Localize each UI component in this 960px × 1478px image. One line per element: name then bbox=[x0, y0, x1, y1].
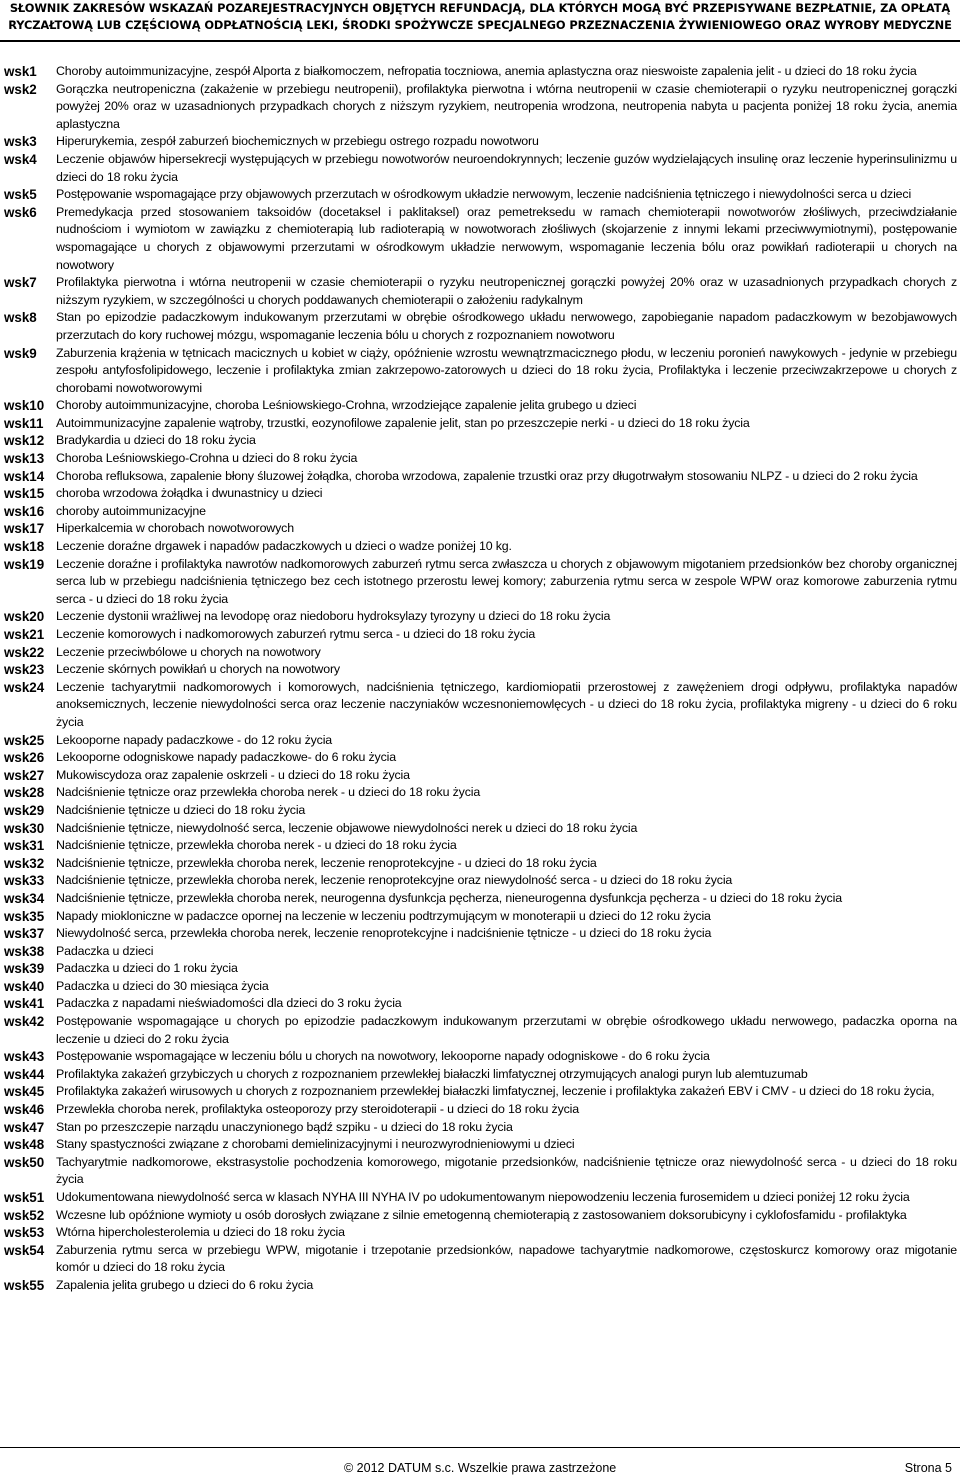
indication-code: wsk52 bbox=[4, 1207, 45, 1223]
indication-row bbox=[0, 204, 957, 274]
indication-row bbox=[0, 732, 957, 750]
indication-code: wsk47 bbox=[4, 1119, 45, 1135]
indication-description: Postępowanie wspomagające u chorych po epizodzie padaczkowym indukowanym przerzutami w obrębie ośrodkowego układu nerwowego, padaczka oporna na leczenie u dzieci do 2 roku życia bbox=[56, 1014, 957, 1046]
indication-description: Bradykardia u dzieci do 18 roku życia bbox=[56, 433, 256, 448]
indication-row bbox=[0, 943, 957, 961]
header-title-line-1: SŁOWNIK ZAKRESÓW WSKAZAŃ POZAREJESTRACYJNYCH OBJĘTYCH REFUNDACJĄ, DLA KTÓRYCH MOGĄ BYĆ PRZEPISYWANE BEZPŁATNIE, ZA OPŁATĄ bbox=[9, 1, 951, 15]
indication-code: wsk10 bbox=[4, 398, 45, 414]
indication-row bbox=[0, 925, 957, 943]
indication-description: Tachyarytmie nadkomorowe, ekstrasystolie pochodzenia komorowego, migotanie przedsionków, nadciśnienie tętnicze oraz niewydolność serca - u dzieci do 18 roku życia bbox=[56, 1154, 957, 1187]
document-footer bbox=[0, 1447, 960, 1478]
indication-code: wsk6 bbox=[4, 204, 37, 220]
indication-description: Mukowiscydoza oraz zapalenie oskrzeli - u dzieci do 18 roku życia bbox=[56, 767, 410, 782]
indication-row bbox=[0, 890, 957, 908]
indication-row bbox=[0, 450, 957, 468]
indication-row bbox=[0, 397, 957, 415]
indication-code: wsk41 bbox=[4, 996, 45, 1012]
indication-description: Nadciśnienie tętnicze, przewlekła choroba nerek, leczenie renoprotekcyjne oraz niewydolność serca - u dzieci do 18 roku życia bbox=[56, 873, 733, 888]
indication-description: Nadciśnienie tętnicze, niewydolność serca, leczenie objawowe niewydolności nerek u dzieci do 18 roku życia bbox=[56, 820, 638, 835]
footer-copyright: © 2012 DATUM s.c. Wszelkie prawa zastrzeżone bbox=[344, 1461, 617, 1475]
indication-code: wsk14 bbox=[4, 468, 45, 484]
indication-code: wsk13 bbox=[4, 451, 45, 467]
indication-row bbox=[0, 485, 957, 503]
indication-description: Hiperkalcemia w chorobach nowotworowych bbox=[56, 521, 294, 536]
indication-description: Postępowanie wspomagające przy objawowych przerzutach w ośrodkowym układzie nerwowym, leczenie nadciśnienia tętniczego i niewydolności serca u dzieci bbox=[56, 187, 912, 202]
indication-description: choroby autoimmunizacyjne bbox=[56, 503, 206, 518]
indication-code: wsk43 bbox=[4, 1049, 45, 1065]
indication-row bbox=[0, 151, 957, 186]
indication-code: wsk35 bbox=[4, 908, 45, 924]
indication-code: wsk15 bbox=[4, 486, 45, 502]
indication-row bbox=[0, 626, 957, 644]
indication-row bbox=[0, 63, 957, 81]
indication-row bbox=[0, 872, 957, 890]
footer-page-number: Strona 5 bbox=[904, 1461, 952, 1475]
indication-code: wsk5 bbox=[4, 187, 37, 203]
indication-description: Lekooporne napady padaczkowe - do 12 roku życia bbox=[56, 732, 333, 747]
indication-description: Stan po przeszczepie narządu unaczynionego bądź szpiku - u dzieci do 18 roku życia bbox=[56, 1119, 513, 1134]
indication-row bbox=[0, 679, 957, 732]
indication-description: Nadciśnienie tętnicze, przewlekła choroba nerek - u dzieci do 18 roku życia bbox=[56, 838, 457, 853]
indication-code: wsk26 bbox=[4, 750, 45, 766]
indication-row bbox=[0, 784, 957, 802]
indication-description: Wtórna hipercholesterolemia u dzieci do 18 roku życia bbox=[56, 1225, 345, 1240]
indication-code: wsk37 bbox=[4, 926, 45, 942]
indication-description: Padaczka u dzieci bbox=[56, 943, 154, 958]
indication-row bbox=[0, 1277, 957, 1295]
indication-code: wsk25 bbox=[4, 732, 45, 748]
indication-description: Leczenie dystonii wrażliwej na levodopę oraz niedoboru hydroksylazy tyrozyny u dzieci do 18 roku życia bbox=[56, 609, 611, 624]
indication-description: Gorączka neutropeniczna (zakażenie w przebiegu neutropenii), profilaktyka pierwotna i wtórna neutropenii w czasie chemioterapii o ryzyku neutropenicznej gorączki powyżej 20% oraz w uzasadnionych przypadkach chorych z niższym ryzykiem, neutropenia wrodzona, neutropenia nabyta u pacjenta poniżej 18 roku życia, anemia aplastyczna bbox=[56, 81, 957, 131]
indication-description: Nadciśnienie tętnicze, przewlekła choroba nerek, leczenie renoprotekcyjne - u dzieci do 18 roku życia bbox=[56, 855, 597, 870]
indication-code: wsk29 bbox=[4, 802, 45, 818]
indication-table-body bbox=[0, 63, 957, 1295]
indication-row bbox=[0, 1242, 957, 1277]
indication-description: Lekooporne odogniskowe napady padaczkowe- do 6 roku życia bbox=[56, 750, 396, 765]
indication-row bbox=[0, 1066, 957, 1084]
indication-row bbox=[0, 802, 957, 820]
indication-row bbox=[0, 960, 957, 978]
indication-description: Profilaktyka pierwotna i wtórna neutropenii w czasie chemioterapii o ryzyku neutropenicznej gorączki powyżej 20% oraz w uzasadnionych przypadkach chorych z niższym ryzykiem, w szczególności u chorych poddawanych chemioterapii o założeniu radykalnym bbox=[56, 275, 957, 307]
indication-code: wsk42 bbox=[4, 1014, 45, 1030]
indication-description: Choroby autoimmunizacyjne, zespół Alporta z białkomoczem, nefropatia toczniowa, anemia aplastyczna oraz nieswoiste zapalenia jelit - u dzieci do 18 roku życia bbox=[56, 64, 917, 78]
indication-row bbox=[0, 1207, 957, 1225]
indication-code: wsk38 bbox=[4, 943, 45, 959]
indication-description: Zaburzenia rytmu serca w przebiegu WPW, migotanie i trzepotanie przedsionków, napadowe tachyarytmie nadkomorowe, częstoskurcz komorowy oraz migotanie komór u dzieci do 18 roku życia bbox=[56, 1242, 957, 1275]
indication-code: wsk18 bbox=[4, 539, 45, 555]
document-header bbox=[0, 0, 960, 42]
indication-row bbox=[0, 186, 957, 204]
indication-code: wsk46 bbox=[4, 1102, 45, 1118]
indication-row bbox=[0, 503, 957, 521]
indication-row bbox=[0, 1224, 957, 1242]
indication-description: Padaczka u dzieci do 1 roku życia bbox=[56, 961, 238, 976]
indication-code: wsk51 bbox=[4, 1190, 45, 1205]
indication-code: wsk34 bbox=[4, 890, 45, 906]
indication-description: Choroba refluksowa, zapalenie błony śluzowej żołądka, choroba wrzodowa, zapalenie trzustki oraz przy długotrwałym stosowaniu NLPZ - u dzieci do 2 roku życia bbox=[56, 468, 918, 483]
indication-row bbox=[0, 1048, 957, 1066]
indication-row bbox=[0, 1083, 957, 1101]
indication-row bbox=[0, 1101, 957, 1119]
indication-row bbox=[0, 309, 957, 344]
indication-code: wsk9 bbox=[4, 345, 37, 361]
indication-row bbox=[0, 133, 957, 151]
indication-code: wsk40 bbox=[4, 978, 45, 994]
indication-code: wsk17 bbox=[4, 521, 45, 537]
indication-description: Zaburzenia krążenia w tętnicach macicznych u kobiet w ciąży, opóźnienie wzrostu wewnątrzmacicznego płodu, w leczeniu poronień nawykowych - jedynie w przebiegu zespołu antyfosfolipidowego, leczenie i profilaktyka zmian zakrzepowo-zatorowych u dzieci do 18 roku życia, Profilaktyka i leczenie przeciwzakrzepowe u chorych z chorobami nowotworowymi bbox=[56, 345, 957, 395]
indication-row bbox=[0, 837, 957, 855]
indication-description: Profilaktyka zakażeń grzybiczych u chorych z rozpoznaniem przewlekłej białaczki limfatycznej otrzymujących analogi puryn lub alemtuzumab bbox=[56, 1066, 808, 1081]
indication-description: Stany spastyczności związane z chorobami demielinizacyjnymi i neurozwyrodnieniowymi u dzieci bbox=[56, 1137, 575, 1152]
indication-row bbox=[0, 749, 957, 767]
indication-code: wsk50 bbox=[4, 1154, 45, 1170]
indication-code: wsk4 bbox=[4, 151, 37, 167]
indication-code: wsk44 bbox=[4, 1066, 45, 1082]
indication-code: wsk12 bbox=[4, 433, 45, 449]
indication-code: wsk33 bbox=[4, 873, 45, 889]
indication-row bbox=[0, 978, 957, 996]
indication-description: Leczenie przeciwbólowe u chorych na nowotwory bbox=[56, 644, 321, 659]
indication-description: Postępowanie wspomagające w leczeniu bólu u chorych na nowotwory, lekooporne napady odogniskowe - do 6 roku życia bbox=[56, 1049, 710, 1064]
indication-row bbox=[0, 1154, 957, 1189]
indication-description: Stan po epizodzie padaczkowym indukowanym przerzutami w obrębie ośrodkowego układu nerwowego, zapobieganie napadom padaczkowym w bezobjawowych przerzutach do kory ruchowej mózgu, wspomaganie leczenia bólu u chorych z rozpoznaniem nowotworu bbox=[56, 310, 957, 342]
indication-row bbox=[0, 767, 957, 785]
indication-code: wsk30 bbox=[4, 820, 45, 836]
indication-code: wsk7 bbox=[4, 275, 37, 291]
indication-code: wsk11 bbox=[4, 415, 44, 431]
indication-description: Niewydolność serca, przewlekła choroba nerek, leczenie renoprotekcyjne i nadciśnienie tętnicze - u dzieci do 18 roku życia bbox=[56, 926, 712, 941]
indication-row bbox=[0, 820, 957, 838]
indication-code: wsk22 bbox=[4, 644, 45, 660]
indication-code: wsk31 bbox=[4, 838, 45, 854]
indication-code: wsk53 bbox=[4, 1225, 45, 1241]
indication-description: choroba wrzodowa żołądka i dwunastnicy u dzieci bbox=[56, 486, 323, 501]
indication-code: wsk28 bbox=[4, 785, 45, 801]
indication-code: wsk2 bbox=[4, 81, 37, 97]
indication-description: Leczenie skórnych powikłań u chorych na nowotwory bbox=[56, 662, 340, 677]
indication-row bbox=[0, 908, 957, 926]
indication-description: Leczenie komorowych i nadkomorowych zaburzeń rytmu serca - u dzieci do 18 roku życia bbox=[56, 627, 536, 641]
indication-description: Leczenie tachyarytmii nadkomorowych i komorowych, nadciśnienia tętniczego, kardiomiopatii przerostowej z zawężeniem drogi odpływu, profilaktyka napadów anoksemicznych, leczenie niewydolności serca oraz leczenie naczyniaków wczesnoniemowlęcych - u dzieci do 18 roku życia, profilaktyka migreny - u dzieci do 6 roku życia bbox=[56, 679, 957, 729]
indication-description: Przewlekła choroba nerek, profilaktyka osteoporozy przy steroidoterapii - u dzieci do 18 roku życia bbox=[56, 1102, 580, 1117]
indication-row bbox=[0, 556, 957, 609]
indication-code: wsk3 bbox=[4, 134, 37, 150]
indication-description: Choroba Leśniowskiego-Crohna u dzieci do 8 roku życia bbox=[56, 451, 358, 466]
indication-code: wsk16 bbox=[4, 503, 45, 519]
indication-description: Leczenie doraźne drgawek i napadów padaczkowych u dzieci o wadze poniżej 10 kg. bbox=[56, 539, 512, 554]
header-title-line-2: RYCZAŁTOWĄ LUB CZĘŚCIOWĄ ODPŁATNOŚCIĄ LEKI, ŚRODKI SPOŻYWCZE SPECJALNEGO PRZEZNACZENIA ŻYWIENIOWEGO ORAZ WYROBY MEDYCZNE bbox=[8, 18, 952, 32]
indication-description: Autoimmunizacyjne zapalenie wątroby, trzustki, eozynofilowe zapalenie jelit, stan po przeszczepie nerki - u dzieci do 18 roku życia bbox=[56, 415, 750, 430]
indication-code: wsk24 bbox=[4, 679, 45, 695]
indication-code: wsk19 bbox=[4, 556, 45, 572]
indication-row bbox=[0, 538, 957, 556]
indication-code: wsk27 bbox=[4, 767, 45, 783]
indication-row bbox=[0, 1136, 957, 1154]
indication-code: wsk21 bbox=[4, 627, 45, 642]
indication-row bbox=[0, 274, 957, 309]
indication-description: Padaczka u dzieci do 30 miesiąca życia bbox=[56, 978, 269, 993]
indication-description: Leczenie objawów hipersekrecji występujących w przebiegu nowotworów neuroendokrynnych; leczenie guzów wydzielających insulinę oraz leczenie hyperinsulinizmu u dzieci do 18 roku życia bbox=[56, 151, 957, 184]
indication-description: Choroby autoimmunizacyjne, choroba Leśniowskiego-Crohna, wrzodziejące zapalenie jelita grubego u dzieci bbox=[56, 398, 637, 413]
indication-description: Leczenie doraźne i profilaktyka nawrotów nadkomorowych zaburzeń rytmu serca zwłaszcza u chorych z objawowym migotaniem przedsionków bez choroby organicznej serca lub w przebiegu nadciśnienia tętniczego bez cech istotnego przerostu lewej komory; zaburzenia rytmu serca w zespole WPW oraz komorowe zaburzenia rytmu serca - u dzieci do 18 roku życia bbox=[56, 556, 957, 606]
indication-description: Udokumentowana niewydolność serca w klasach NYHA III NYHA IV po udokumentowanym niepowodzeniu leczenia furosemidem u dzieci poniżej 12 roku życia bbox=[56, 1190, 910, 1204]
indication-code: wsk45 bbox=[4, 1084, 45, 1100]
indication-table bbox=[0, 63, 957, 1295]
indication-description: Profilaktyka zakażeń wirusowych u chorych z rozpoznaniem przewlekłej białaczki limfatycznej, leczenie i profilaktyka zakażeń EBV i CMV - u dzieci do 18 roku życia, bbox=[56, 1084, 935, 1099]
indication-code: wsk1 bbox=[4, 64, 37, 79]
indication-description: Nadciśnienie tętnicze u dzieci do 18 roku życia bbox=[56, 802, 306, 817]
indication-row bbox=[0, 468, 957, 486]
indication-description: Premedykacja przed stosowaniem taksoidów (docetaksel i paklitaksel) oraz pemetreksedu w ramach chemioterapii nowotworów złośliwych, przeciwdziałanie nudnościom i wymiotom w zawiązku z chemioterapią lub radioterapią w nowotworach złośliwych (skojarzenie z innymi lekami przeciwwymiotnymi), postępowanie wspomagające u chorych z objawowymi przerzutami w ośrodkowym układzie nerwowym, wspomaganie leczenia bólu oraz powikłań radioterapii u chorych na nowotwory bbox=[56, 204, 957, 272]
indication-description: Nadciśnienie tętnicze, przewlekła choroba nerek, neurogenna dysfunkcja pęcherza, nieneurogenna dysfunkcja pęcherza - u dzieci do 18 roku życia bbox=[56, 890, 842, 905]
indication-code: wsk39 bbox=[4, 961, 45, 977]
indication-description: Hiperurykemia, zespół zaburzeń biochemicznych w przebiegu ostrego rozpadu nowotworu bbox=[56, 134, 539, 149]
indication-description: Napady miokloniczne w padaczce opornej na leczenie w leczeniu podtrzymującym w monoterapii u dzieci do 12 roku życia bbox=[56, 908, 711, 923]
indication-code: wsk55 bbox=[4, 1277, 45, 1293]
indication-row bbox=[0, 345, 957, 398]
indication-row bbox=[0, 520, 957, 538]
indication-description: Wczesne lub opóźnione wymioty u osób dorosłych związane z silnie emetogenną chemioterapią z zastosowaniem doksorubicyny i cyklofosfamidu - profilaktyka bbox=[56, 1207, 907, 1222]
indication-code: wsk20 bbox=[4, 609, 45, 625]
indication-code: wsk54 bbox=[4, 1242, 45, 1258]
indication-row bbox=[0, 1119, 957, 1137]
indication-code: wsk23 bbox=[4, 662, 45, 678]
indication-row bbox=[0, 855, 957, 873]
indication-row bbox=[0, 432, 957, 450]
indication-code: wsk8 bbox=[4, 310, 37, 326]
indication-row bbox=[0, 661, 957, 679]
indication-row bbox=[0, 995, 957, 1013]
indication-description: Padaczka z napadami nieświadomości dla dzieci do 3 roku życia bbox=[56, 996, 402, 1011]
indication-row bbox=[0, 644, 957, 662]
indication-row bbox=[0, 1013, 957, 1048]
indication-code: wsk48 bbox=[4, 1137, 45, 1153]
indication-row bbox=[0, 415, 957, 433]
indication-description: Zapalenia jelita grubego u dzieci do 6 roku życia bbox=[56, 1277, 314, 1292]
indication-code: wsk32 bbox=[4, 855, 45, 871]
indication-row bbox=[0, 1189, 957, 1207]
indication-row bbox=[0, 608, 957, 626]
indication-list bbox=[0, 63, 960, 1295]
indication-description: Nadciśnienie tętnicze oraz przewlekła choroba nerek - u dzieci do 18 roku życia bbox=[56, 785, 481, 800]
indication-row bbox=[0, 81, 957, 134]
